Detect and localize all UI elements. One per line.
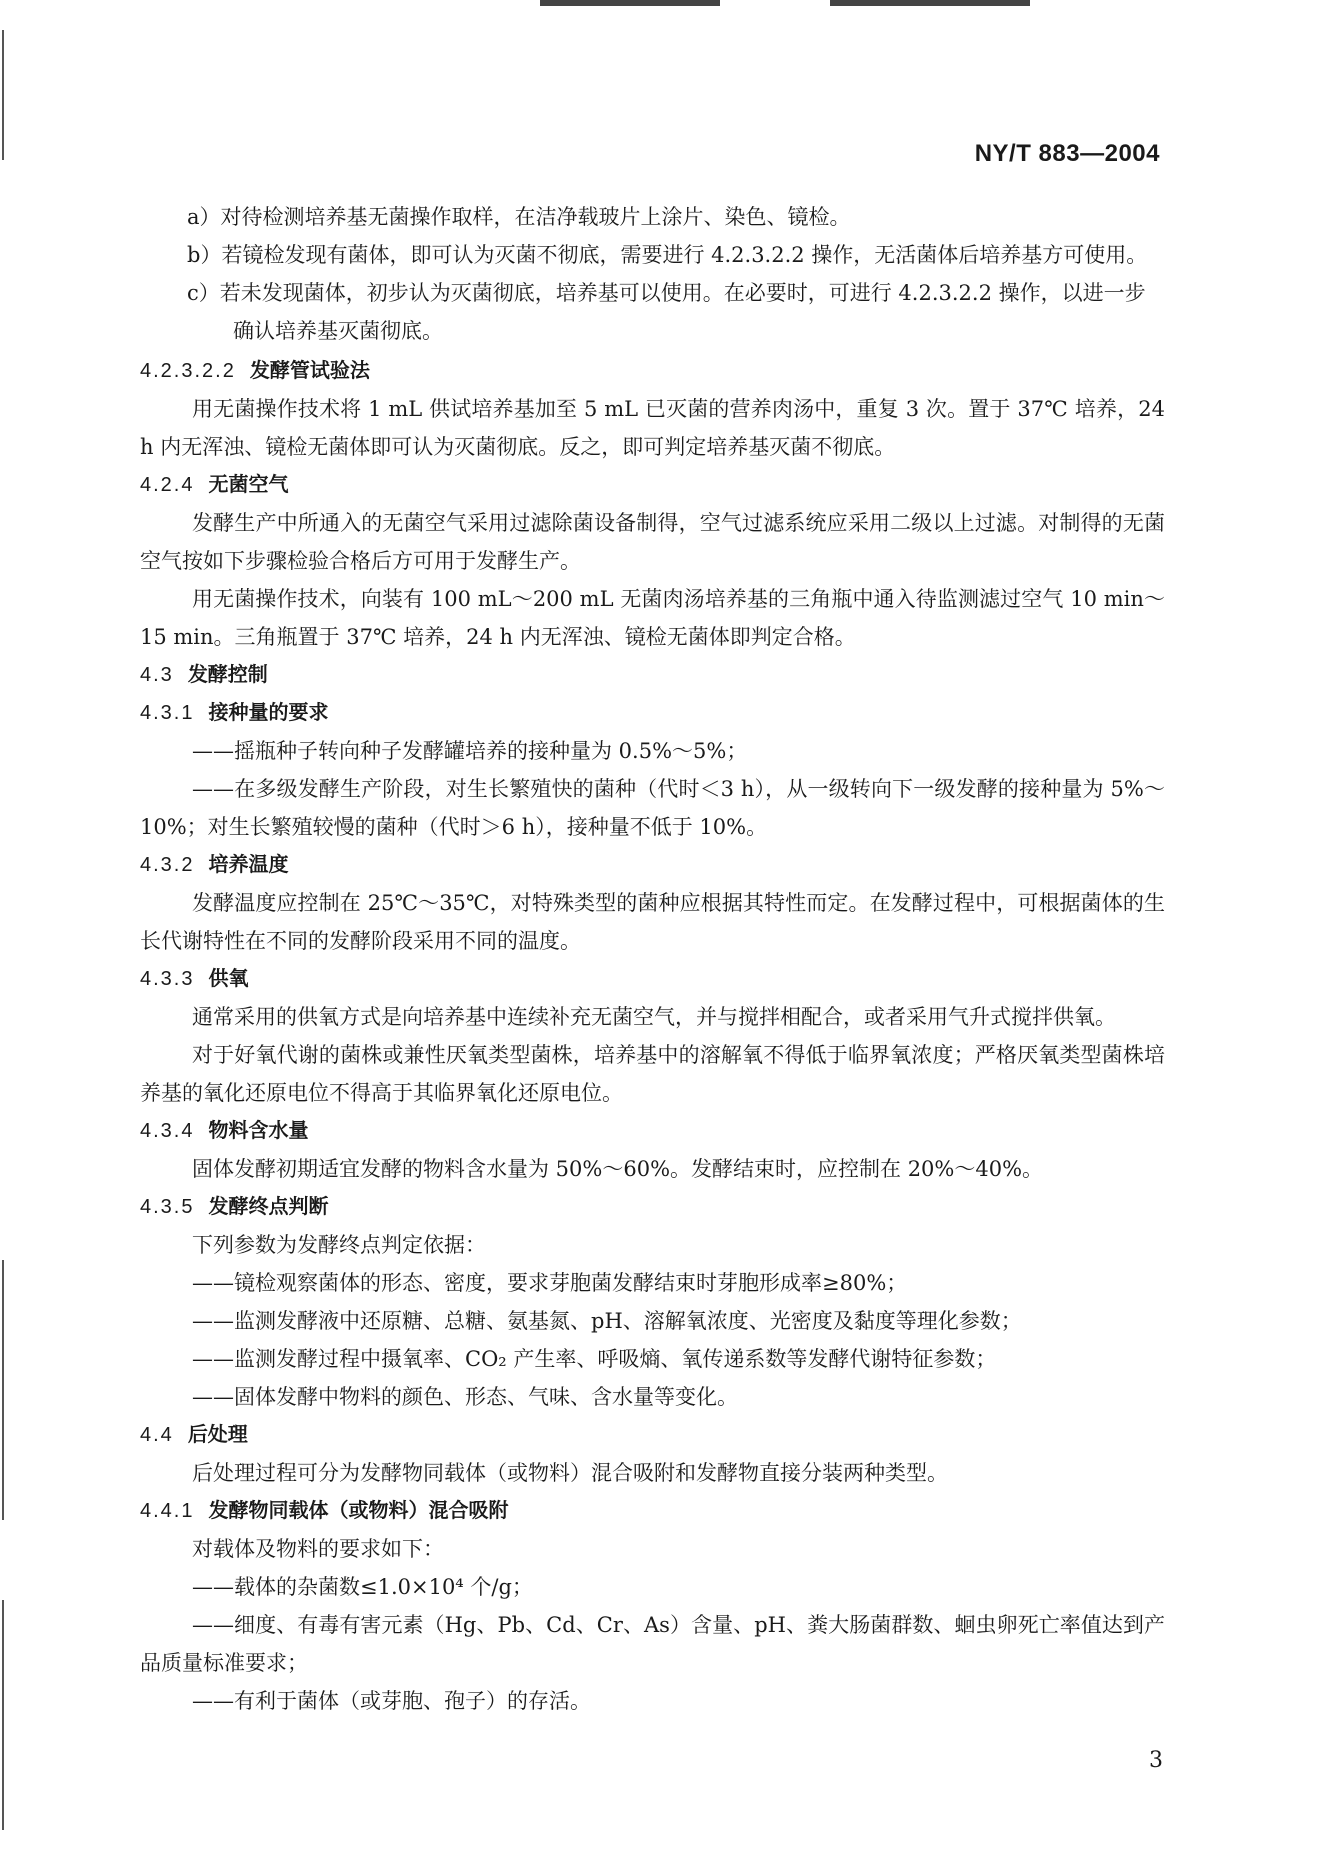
section-number: 4.3.5 bbox=[140, 1196, 195, 1218]
section-title: 物料含水量 bbox=[208, 1120, 309, 1142]
paragraph: 下列参数为发酵终点判定依据： bbox=[192, 1233, 486, 1257]
scan-edge-mark bbox=[540, 0, 650, 6]
dash-item: ——镜检观察菌体的形态、密度，要求芽胞菌发酵结束时芽胞形成率≥80%； bbox=[192, 1271, 908, 1295]
paragraph: 对于好氧代谢的菌株或兼性厌氧类型菌株，培养基中的溶解氧不得低于临界氧浓度；严格厌氧类型菌株培养基的氧化还原电位不得高于其临界氧化还原电位。 bbox=[140, 1043, 1165, 1105]
scan-edge-mark bbox=[650, 0, 720, 6]
section-heading bbox=[140, 694, 1165, 732]
section-number: 4.3.3 bbox=[140, 968, 195, 990]
section-heading bbox=[140, 1416, 1165, 1454]
section-title: 培养温度 bbox=[208, 854, 289, 876]
section-heading bbox=[140, 846, 1165, 884]
dash-item: ——固体发酵中物料的颜色、形态、气味、含水量等变化。 bbox=[192, 1385, 738, 1409]
paragraph: 发酵温度应控制在 25℃～35℃，对特殊类型的菌种应根据其特性而定。在发酵过程中，可根据菌体的生长代谢特性在不同的发酵阶段采用不同的温度。 bbox=[140, 891, 1165, 953]
section-title: 发酵物同载体（或物料）混合吸附 bbox=[208, 1500, 509, 1522]
page-number: 3 bbox=[1149, 1748, 1163, 1773]
dash-item: ——有利于菌体（或芽胞、孢子）的存活。 bbox=[192, 1689, 591, 1713]
dash-item: ——摇瓶种子转向种子发酵罐培养的接种量为 0.5%～5%； bbox=[192, 739, 748, 763]
paragraph: 用无菌操作技术，向装有 100 mL～200 mL 无菌肉汤培养基的三角瓶中通入待监测滤过空气 10 min～15 min。三角瓶置于 37℃ 培养，24 h 内无浑浊、镜检无菌体即判定合格。 bbox=[140, 587, 1165, 649]
section-title: 供氧 bbox=[208, 968, 249, 990]
paragraph: 后处理过程可分为发酵物同载体（或物料）混合吸附和发酵物直接分装两种类型。 bbox=[192, 1461, 948, 1485]
scan-edge-mark bbox=[2, 30, 4, 160]
paragraph: 发酵生产中所通入的无菌空气采用过滤除菌设备制得，空气过滤系统应采用二级以上过滤。对制得的无菌空气按如下步骤检验合格后方可用于发酵生产。 bbox=[140, 511, 1165, 573]
scan-edge-mark bbox=[830, 0, 1030, 6]
dash-item: ——监测发酵液中还原糖、总糖、氨基氮、pH、溶解氧浓度、光密度及黏度等理化参数； bbox=[192, 1309, 1022, 1333]
section-heading bbox=[140, 1492, 1165, 1530]
section-heading bbox=[140, 960, 1165, 998]
section-title: 无菌空气 bbox=[208, 474, 289, 496]
section-title: 接种量的要求 bbox=[208, 702, 329, 724]
list-item: b）若镜检发现有菌体，即可认为灭菌不彻底，需要进行 4.2.3.2.2 操作，无活菌体后培养基方可使用。 bbox=[187, 243, 1148, 267]
list-item: c）若未发现菌体，初步认为灭菌彻底，培养基可以使用。在必要时，可进行 4.2.3.2.2 操作，以进一步确认培养基灭菌彻底。 bbox=[187, 281, 1146, 343]
section-title: 发酵终点判断 bbox=[208, 1196, 329, 1218]
section-number: 4.2.4 bbox=[140, 474, 195, 496]
paragraph: 固体发酵初期适宜发酵的物料含水量为 50%～60%。发酵结束时，应控制在 20%～40%。 bbox=[192, 1157, 1044, 1181]
section-number: 4.4 bbox=[140, 1424, 174, 1446]
scan-edge-mark bbox=[2, 1600, 4, 1830]
section-number: 4.4.1 bbox=[140, 1500, 195, 1522]
document-body bbox=[140, 198, 1165, 1720]
section-title: 后处理 bbox=[187, 1424, 248, 1446]
section-number: 4.3 bbox=[140, 664, 174, 686]
section-title: 发酵控制 bbox=[187, 664, 268, 686]
section-heading bbox=[140, 1188, 1165, 1226]
paragraph: 通常采用的供氧方式是向培养基中连续补充无菌空气，并与搅拌相配合，或者采用气升式搅拌供氧。 bbox=[192, 1005, 1116, 1029]
paragraph: 用无菌操作技术将 1 mL 供试培养基加至 5 mL 已灭菌的营养肉汤中，重复 3 次。置于 37℃ 培养，24 h 内无浑浊、镜检无菌体即可认为灭菌彻底。反之，即可判定培养基灭菌不彻底。 bbox=[140, 397, 1165, 459]
section-heading bbox=[140, 656, 1165, 694]
dash-item: ——载体的杂菌数≤1.0×10⁴ 个/g； bbox=[192, 1575, 533, 1599]
section-number: 4.3.1 bbox=[140, 702, 195, 724]
dash-item: ——监测发酵过程中摄氧率、CO₂ 产生率、呼吸熵、氧传递系数等发酵代谢特征参数； bbox=[192, 1347, 997, 1371]
section-heading bbox=[140, 466, 1165, 504]
dash-item: ——在多级发酵生产阶段，对生长繁殖快的菌种（代时＜3 h），从一级转向下一级发酵的接种量为 5%～10%；对生长繁殖较慢的菌种（代时＞6 h），接种量不低于 10%。 bbox=[140, 777, 1165, 839]
dash-item: ——细度、有毒有害元素（Hg、Pb、Cd、Cr、As）含量、pH、粪大肠菌群数、蛔虫卵死亡率值达到产品质量标准要求； bbox=[140, 1613, 1165, 1675]
list-item: a）对待检测培养基无菌操作取样，在洁净载玻片上涂片、染色、镜检。 bbox=[187, 205, 851, 229]
scan-edge-mark bbox=[2, 1260, 4, 1520]
section-number: 4.3.2 bbox=[140, 854, 195, 876]
section-title: 发酵管试验法 bbox=[249, 360, 370, 382]
section-heading bbox=[140, 1112, 1165, 1150]
section-number: 4.3.4 bbox=[140, 1120, 195, 1142]
paragraph: 对载体及物料的要求如下： bbox=[192, 1537, 444, 1561]
section-heading bbox=[140, 352, 1165, 390]
standard-code: NY/T 883—2004 bbox=[974, 140, 1160, 167]
section-number: 4.2.3.2.2 bbox=[140, 360, 236, 382]
